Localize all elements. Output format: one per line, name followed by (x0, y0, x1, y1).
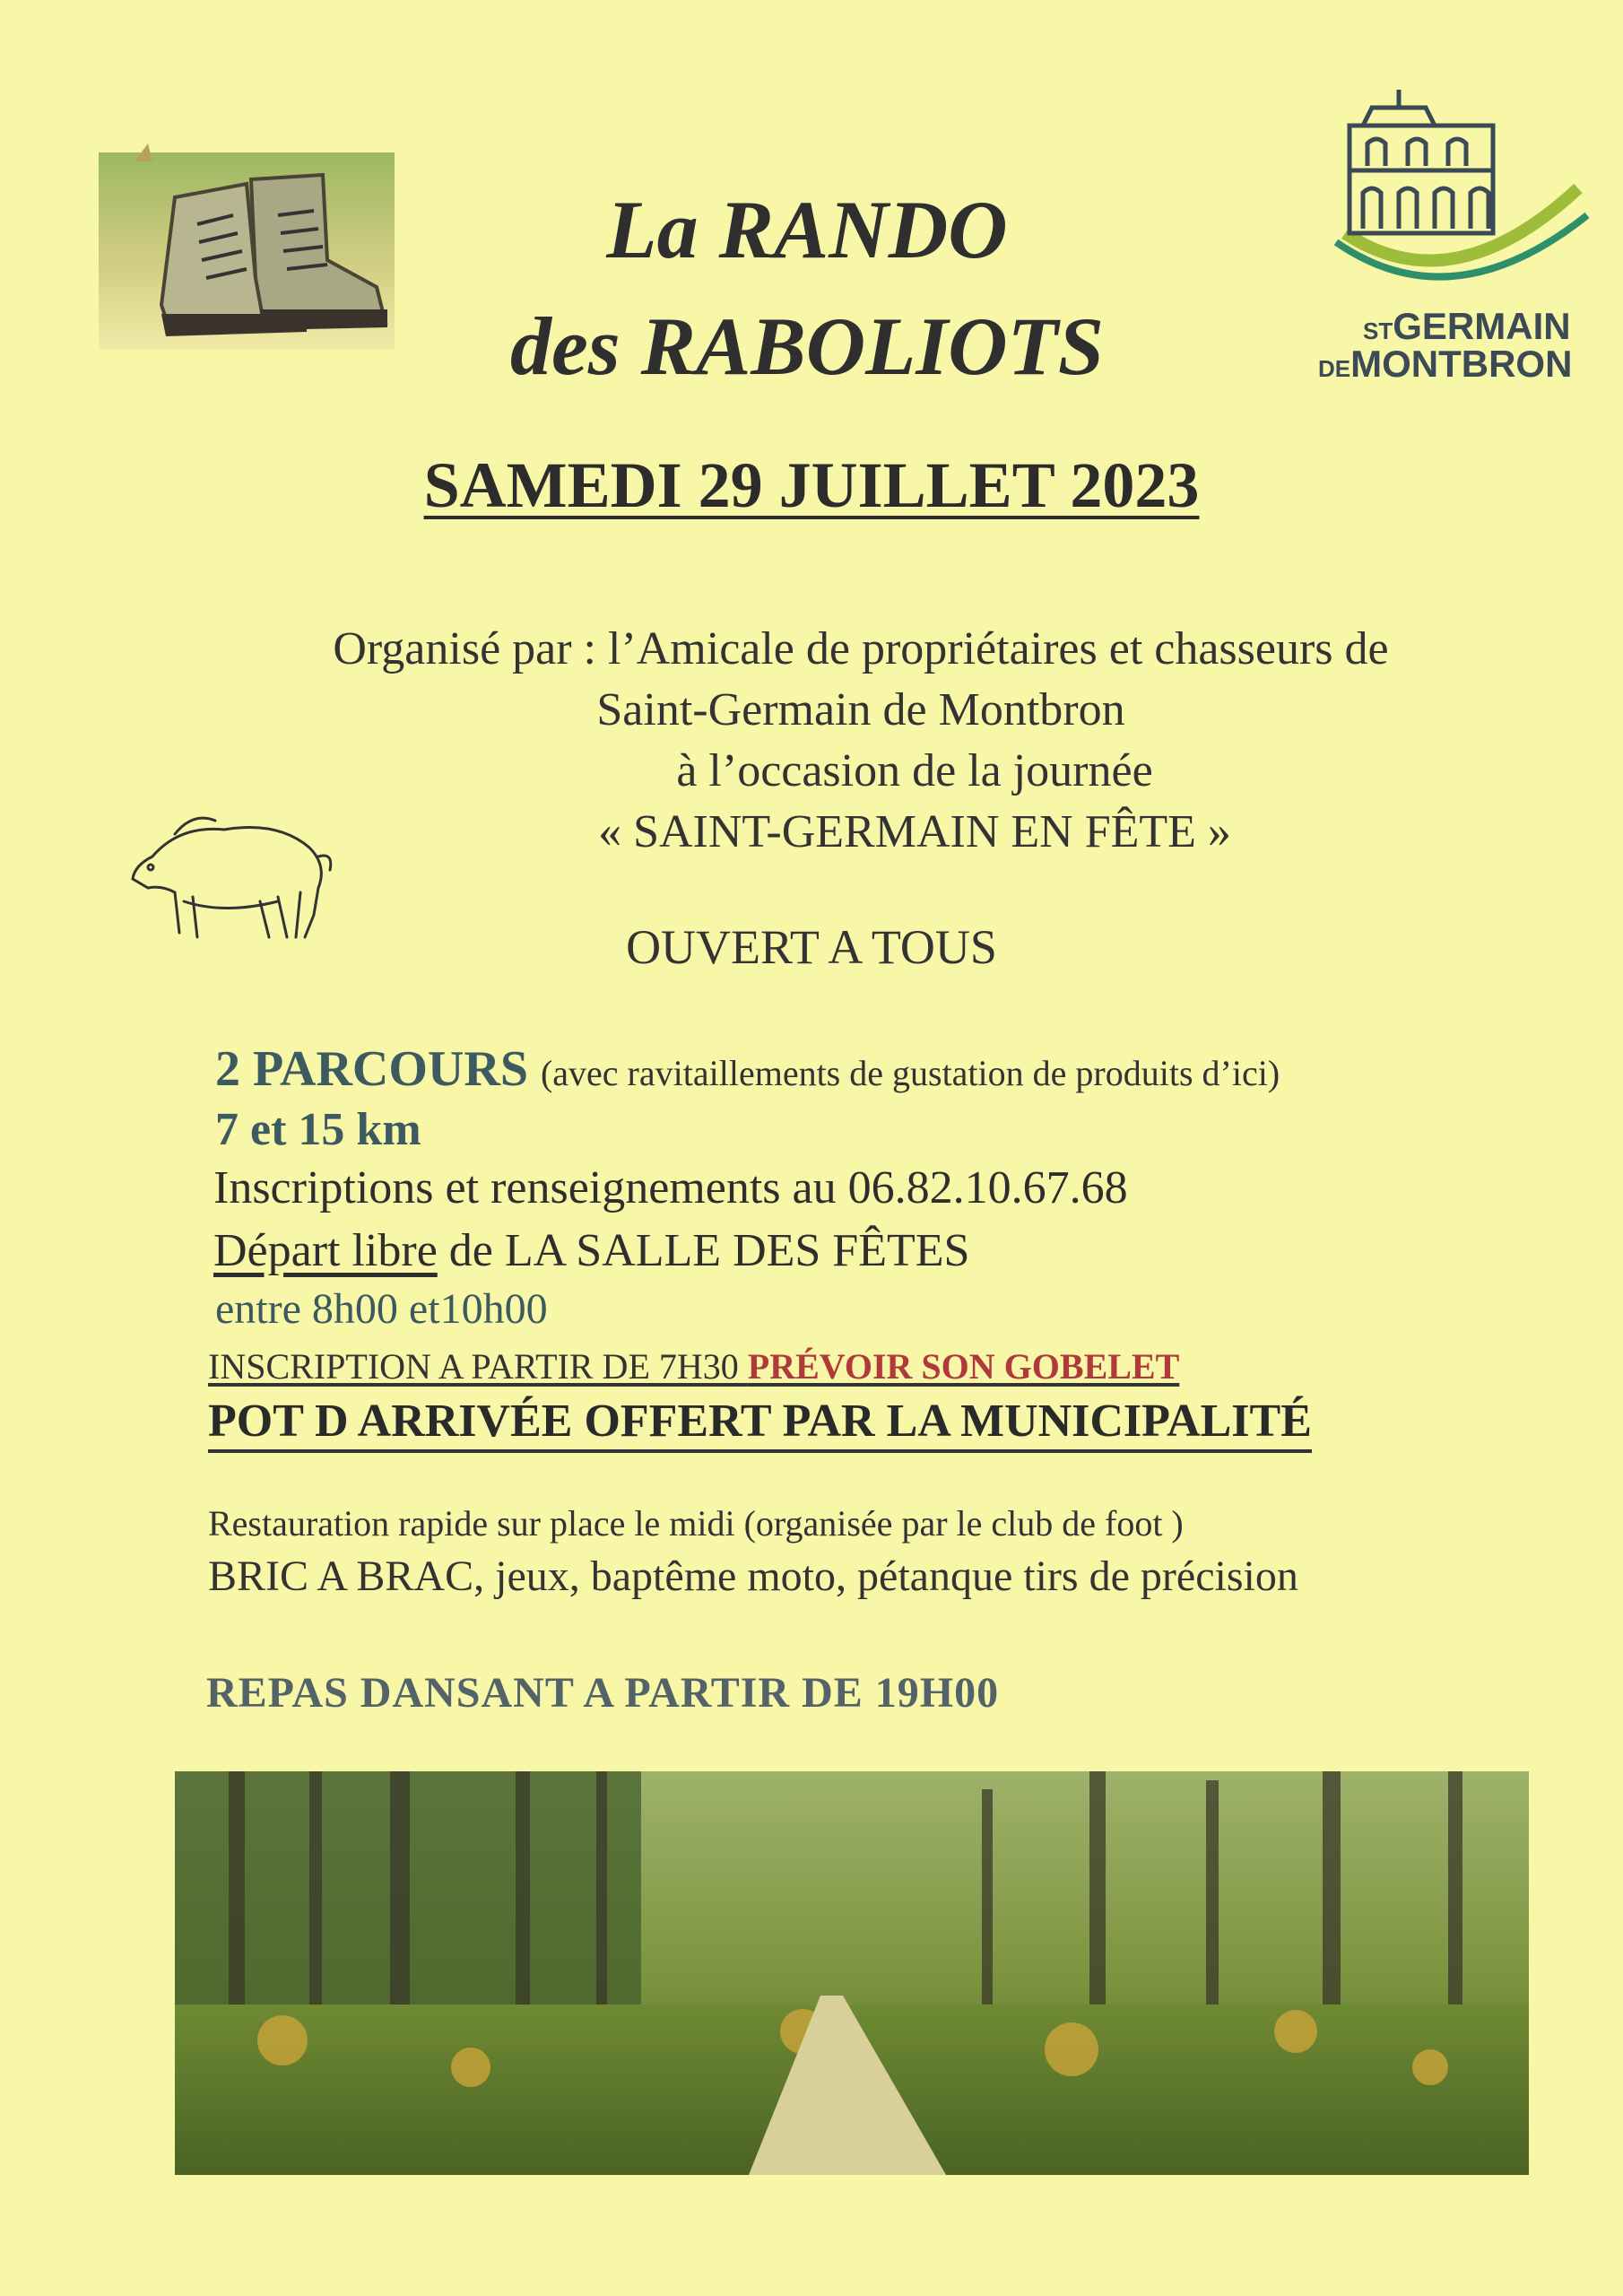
organizer-line-3: à l’occasion de la journée (676, 745, 1153, 796)
inscription-text: INSCRIPTION A PARTIR DE 7H30 (208, 1346, 748, 1387)
hiking-boots-illustration (99, 144, 404, 368)
routes-distances: 7 et 15 km (215, 1104, 421, 1155)
organizer-line-4: « SAINT-GERMAIN EN FÊTE » (598, 806, 1231, 857)
open-to-all: OUVERT A TOUS (626, 920, 997, 974)
logo-line-1: STGERMAIN (1363, 305, 1571, 347)
registration-info: Inscriptions et renseignements au 06.82.10.67.68 (213, 1162, 1128, 1213)
organizer-line-1: Organisé par : l’Amicale de propriétaires et chasseurs de (333, 623, 1389, 674)
organizer-line-2: Saint-Germain de Montbron (596, 684, 1125, 735)
departure-label: Départ libre (213, 1225, 438, 1276)
forest-path-photo (175, 1771, 1529, 2175)
routes-line (215, 1040, 1280, 1098)
arrival-drink: POT D ARRIVÉE OFFERT PAR LA MUNICIPALITÉ (208, 1395, 1312, 1453)
dinner-info: REPAS DANSANT A PARTIR DE 19H00 (206, 1669, 1000, 1717)
town-logo (1309, 81, 1596, 386)
routes-count: 2 PARCOURS (215, 1041, 528, 1097)
title-line-2: des RABOLIOTS (510, 300, 1104, 392)
departure-hours: entre 8h00 et10h00 (215, 1285, 548, 1333)
logo-line-2: DEMONTBRON (1318, 343, 1573, 385)
departure-info (213, 1224, 969, 1277)
inscription-info (208, 1345, 1179, 1387)
activities-info: BRIC A BRAC, jeux, baptême moto, pétanque tirs de précision (208, 1552, 1298, 1600)
routes-note: (avec ravitaillements de gustation de produits d’ici) (540, 1053, 1280, 1093)
title-line-1: La RANDO (606, 184, 1008, 275)
departure-place: de LA SALLE DES FÊTES (437, 1225, 970, 1276)
food-info: Restauration rapide sur place le midi (organisée par le club de foot ) (208, 1503, 1184, 1544)
event-date: SAMEDI 29 JUILLET 2023 (423, 449, 1200, 521)
cup-warning: PRÉVOIR SON GOBELET (747, 1346, 1180, 1387)
